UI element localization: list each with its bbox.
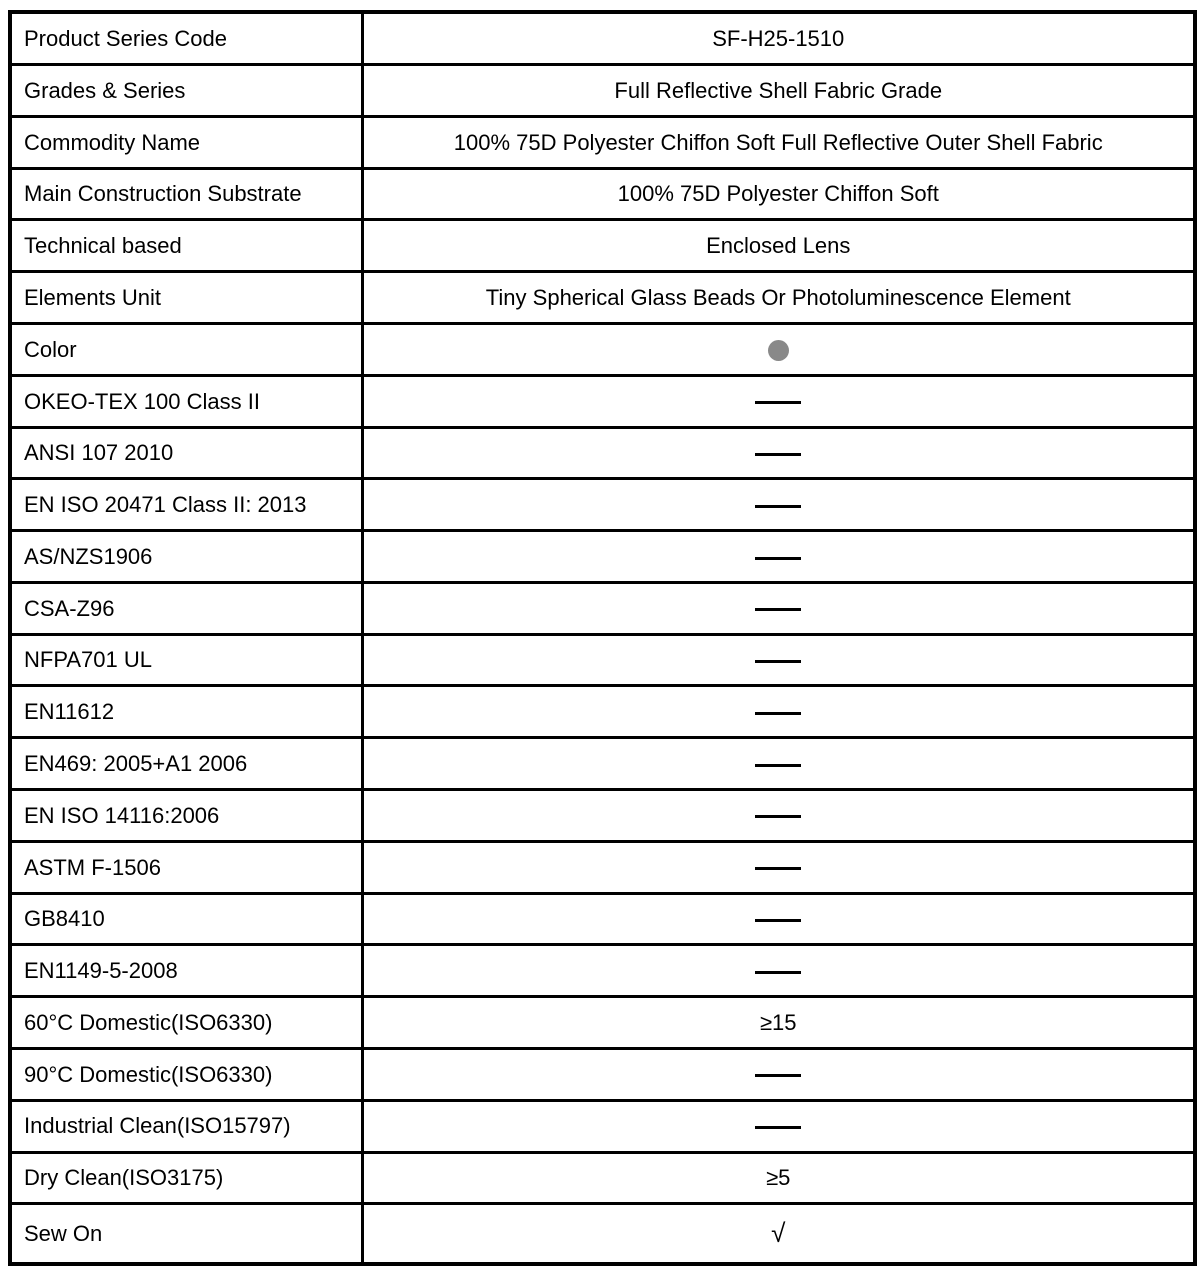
row-value-text: 100% 75D Polyester Chiffon Soft	[617, 181, 939, 207]
spec-table-body	[10, 12, 1195, 1264]
row-label: Elements Unit	[10, 272, 362, 324]
table-row	[10, 65, 1195, 117]
row-value	[362, 634, 1195, 686]
row-value	[362, 1152, 1195, 1204]
table-row	[10, 893, 1195, 945]
not-applicable-dash	[755, 712, 801, 715]
table-row	[10, 841, 1195, 893]
row-label: OKEO-TEX 100 Class II	[10, 375, 362, 427]
row-value	[362, 116, 1195, 168]
table-row	[10, 12, 1195, 65]
not-applicable-dash	[755, 608, 801, 611]
table-row	[10, 116, 1195, 168]
table-row	[10, 1100, 1195, 1152]
row-label: NFPA701 UL	[10, 634, 362, 686]
row-label: GB8410	[10, 893, 362, 945]
row-value	[362, 945, 1195, 997]
table-row	[10, 479, 1195, 531]
row-value	[362, 841, 1195, 893]
row-value	[362, 65, 1195, 117]
row-value	[362, 479, 1195, 531]
row-label: EN ISO 14116:2006	[10, 790, 362, 842]
row-value	[362, 738, 1195, 790]
row-label: Main Construction Substrate	[10, 168, 362, 220]
not-applicable-dash	[755, 1074, 801, 1077]
not-applicable-dash	[755, 971, 801, 974]
table-row	[10, 686, 1195, 738]
row-label: 90°C Domestic(ISO6330)	[10, 1048, 362, 1100]
row-label: Color	[10, 324, 362, 376]
row-value-text: SF-H25-1510	[712, 25, 845, 51]
not-applicable-dash	[755, 764, 801, 767]
row-label: 60°C Domestic(ISO6330)	[10, 997, 362, 1049]
row-value	[362, 375, 1195, 427]
not-applicable-dash	[755, 867, 801, 870]
row-label: ASTM F-1506	[10, 841, 362, 893]
row-value	[362, 1204, 1195, 1264]
table-row	[10, 1048, 1195, 1100]
row-value-text: ≥5	[766, 1165, 791, 1191]
not-applicable-dash	[755, 660, 801, 663]
row-value	[362, 168, 1195, 220]
table-row	[10, 634, 1195, 686]
table-row	[10, 997, 1195, 1049]
row-value-text: ≥15	[759, 1009, 797, 1035]
not-applicable-dash	[755, 505, 801, 508]
row-value	[362, 272, 1195, 324]
table-row	[10, 168, 1195, 220]
row-value-text: Tiny Spherical Glass Beads Or Photoluminescence Element	[485, 284, 1071, 310]
row-value	[362, 997, 1195, 1049]
row-label: CSA-Z96	[10, 582, 362, 634]
not-applicable-dash	[755, 401, 801, 404]
row-value	[362, 790, 1195, 842]
row-value	[362, 324, 1195, 376]
row-label: Dry Clean(ISO3175)	[10, 1152, 362, 1204]
row-label: Technical based	[10, 220, 362, 272]
table-row	[10, 582, 1195, 634]
table-row	[10, 272, 1195, 324]
row-label: EN469: 2005+A1 2006	[10, 738, 362, 790]
row-value-text: 100% 75D Polyester Chiffon Soft Full Reflective Outer Shell Fabric	[453, 129, 1103, 155]
row-label: Commodity Name	[10, 116, 362, 168]
table-row	[10, 531, 1195, 583]
not-applicable-dash	[755, 453, 801, 456]
row-value-text: Full Reflective Shell Fabric Grade	[614, 77, 943, 103]
not-applicable-dash	[755, 557, 801, 560]
row-label: Sew On	[10, 1204, 362, 1264]
table-row	[10, 1152, 1195, 1204]
row-label: EN ISO 20471 Class II: 2013	[10, 479, 362, 531]
row-label: AS/NZS1906	[10, 531, 362, 583]
row-value	[362, 12, 1195, 65]
table-row	[10, 220, 1195, 272]
row-value	[362, 531, 1195, 583]
color-dot	[768, 340, 789, 361]
table-row	[10, 324, 1195, 376]
row-label: Product Series Code	[10, 12, 362, 65]
row-label: Grades & Series	[10, 65, 362, 117]
not-applicable-dash	[755, 919, 801, 922]
row-value	[362, 582, 1195, 634]
row-label: EN11612	[10, 686, 362, 738]
row-label: EN1149-5-2008	[10, 945, 362, 997]
table-row	[10, 790, 1195, 842]
check-mark: √	[771, 1217, 786, 1248]
spec-table	[8, 10, 1197, 1266]
row-label: Industrial Clean(ISO15797)	[10, 1100, 362, 1152]
table-row	[10, 738, 1195, 790]
row-value	[362, 686, 1195, 738]
not-applicable-dash	[755, 1126, 801, 1129]
table-row	[10, 375, 1195, 427]
not-applicable-dash	[755, 815, 801, 818]
row-label: ANSI 107 2010	[10, 427, 362, 479]
row-value	[362, 1100, 1195, 1152]
row-value	[362, 1048, 1195, 1100]
row-value-text: Enclosed Lens	[706, 233, 851, 259]
table-row	[10, 427, 1195, 479]
table-row	[10, 945, 1195, 997]
table-row	[10, 1204, 1195, 1264]
row-value	[362, 427, 1195, 479]
row-value	[362, 220, 1195, 272]
row-value	[362, 893, 1195, 945]
